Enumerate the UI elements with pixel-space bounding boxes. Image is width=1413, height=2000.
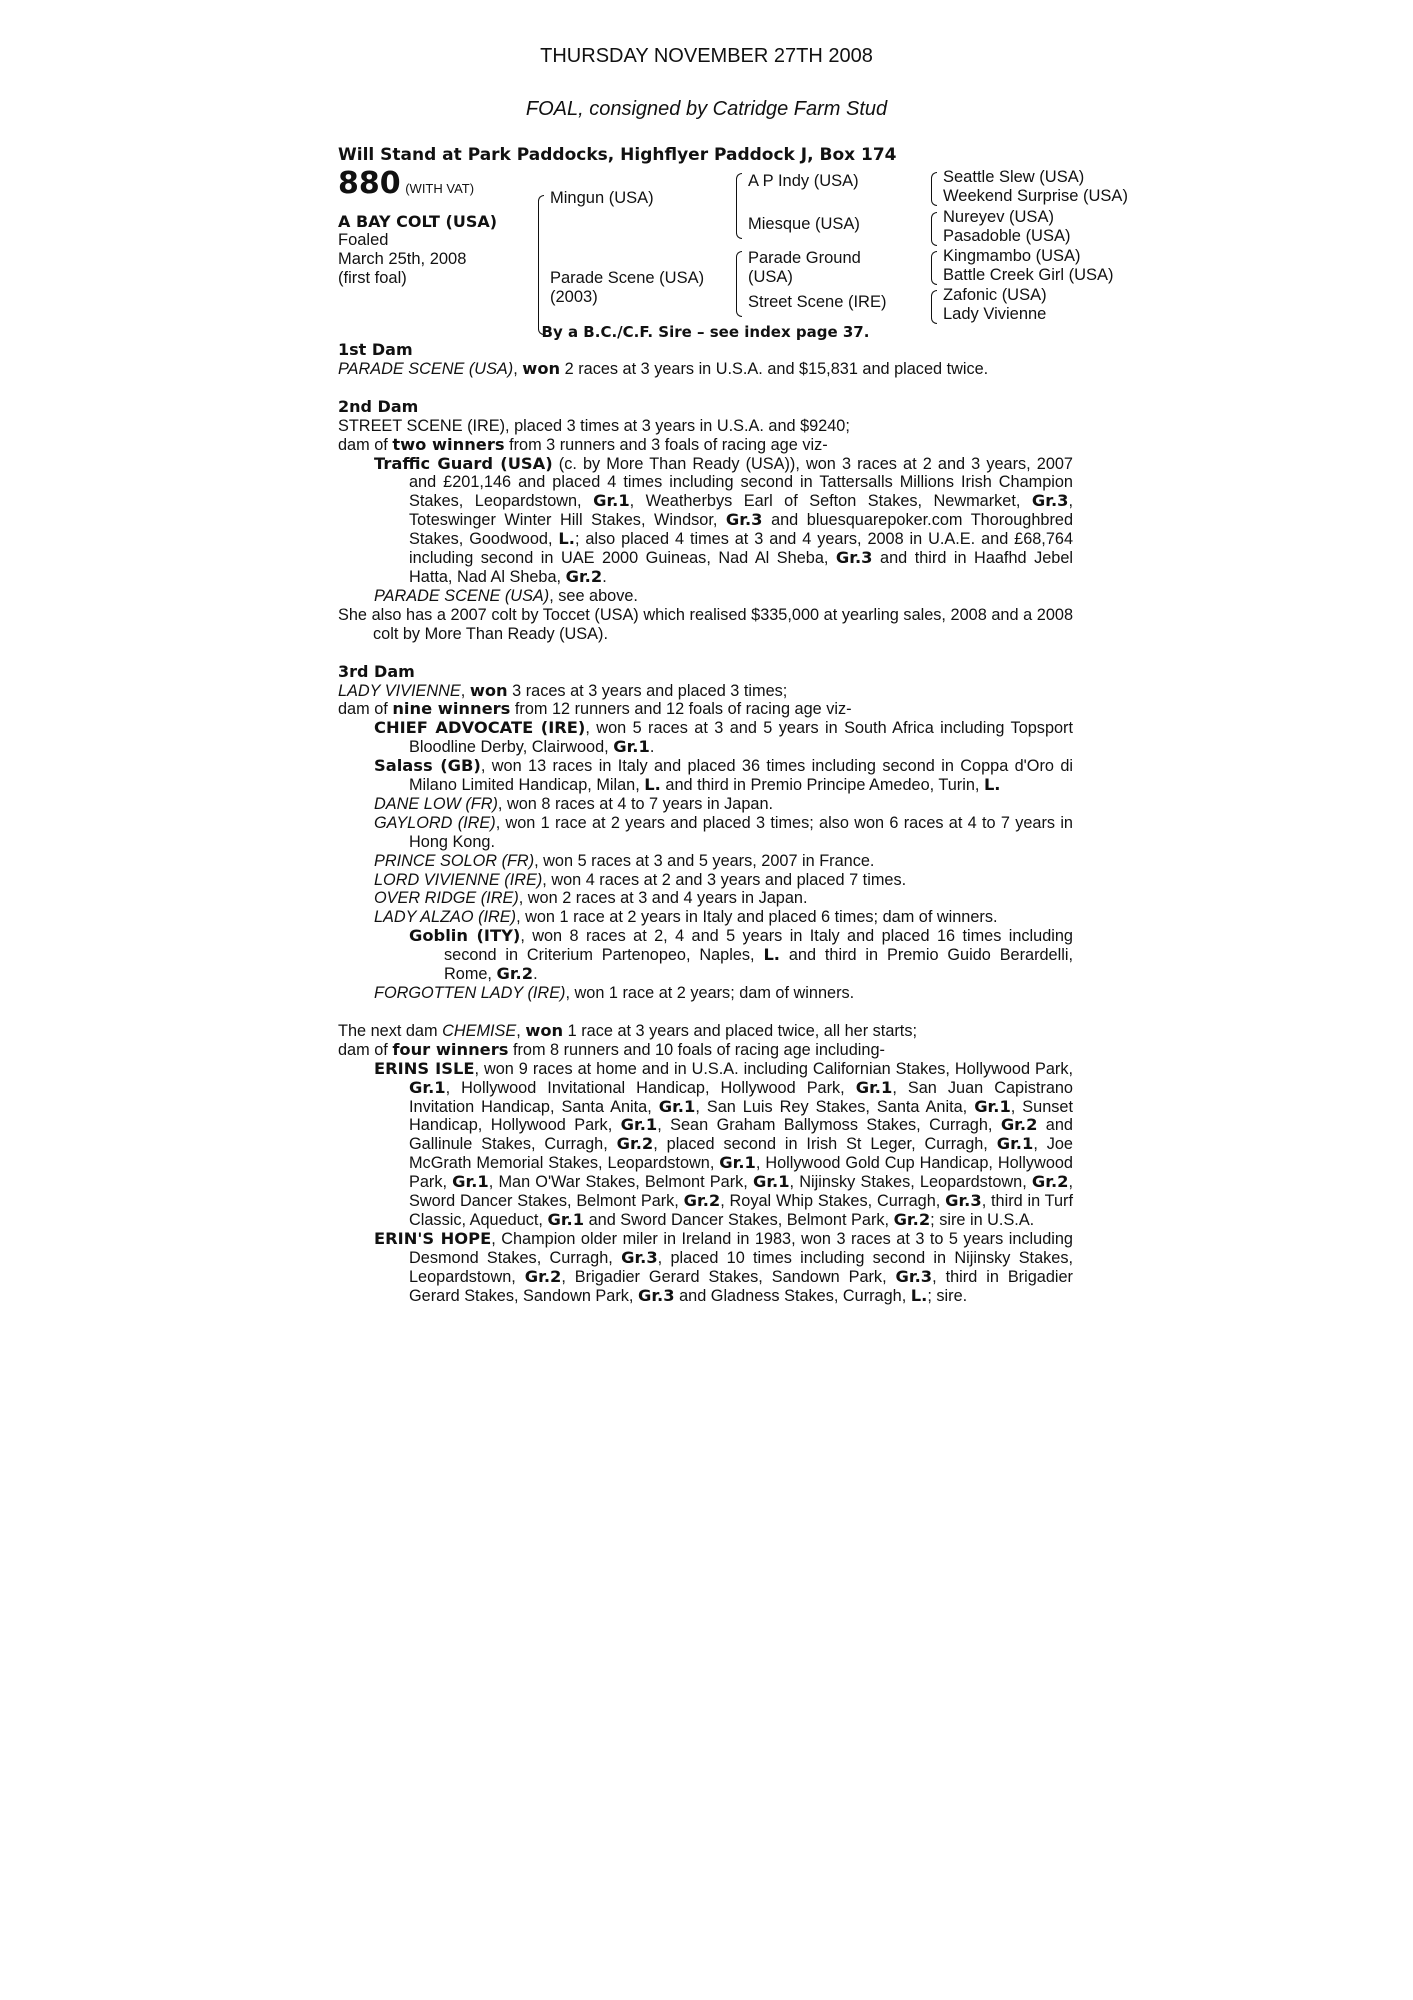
progeny-chief-advocate: CHIEF ADVOCATE (IRE), won 5 races at 3 and 5 years in South Africa including Topsport Bloodline Derby, Clairwood, Gr.1. — [374, 718, 1073, 757]
dam-sire-country: (USA) — [748, 268, 793, 286]
pedigree-brace — [931, 172, 937, 206]
progeny-prince-solor: PRINCE SOLOR (FR), won 5 races at 3 and 5 years, 2007 in France. — [374, 851, 875, 870]
progeny-traffic-guard: Traffic Guard (USA) (c. by More Than Ready (USA)), won 3 races at 2 and 3 years, 2007 and £201,146 and placed 4 times including second in Tattersalls Millions Irish Champion Stakes, Leopardstown, Gr.1, Weatherbys Earl of Sefton Stakes, Newmarket, Gr.3, Toteswinger Winter Hill Stakes, Windsor, Gr.3 and bluesquarepoker.com Thoroughbred Stakes, Goodwood, L.; also placed 4 times at 3 and 4 years, 2008 in U.A.E. and £68,764 including second in UAE 2000 Guineas, Nad Al Sheba, Gr.3 and third in Haafhd Jebel Hatta, Nad Al Sheba, Gr.2. — [374, 453, 1074, 586]
second-dam-produce-summary: dam of two winners from 3 runners and 3 foals of racing age viz- — [338, 434, 828, 454]
progeny-erins-isle: ERINS ISLE, won 9 races at home and in U.S.A. including Californian Stakes, Hollywood Park, Gr.1, Hollywood Invitational Handicap, Hollywood Park, Gr.1, San Juan Capistrano Invitation Handicap, Santa Anita, Gr.1, San Luis Rey Stakes, Santa Anita, Gr.1, Sunset Handicap, Hollywood Park, Gr.1, Sean Graham Ballymoss Stakes, Curragh, Gr.2 and Gallinule Stakes, Curragh, Gr.2, placed second in Irish St Leger, Curragh, Gr.1, Joe McGrath Memorial Stakes, Leopardstown, Gr.1, Hollywood Gold Cup Handicap, Hollywood Park, Gr.1, Man O'War Stakes, Belmont Park, Gr.1, Nijinsky Stakes, Leopardstown, Gr.2, Sword Dancer Stakes, Belmont Park, Gr.2, Royal Whip Stakes, Curragh, Gr.3, third in Turf Classic, Aqueduct, Gr.1 and Sword Dancer Stakes, Belmont Park, Gr.2; sire in U.S.A. — [374, 1058, 1074, 1229]
horse-name: CHIEF ADVOCATE (IRE) — [374, 718, 586, 738]
lot-title: A BAY COLT (USA) — [338, 212, 498, 231]
foaled-date: March 25th, 2008 — [338, 250, 467, 268]
dam-year: (2003) — [550, 288, 598, 306]
horse-name: CHEMISE — [442, 1021, 517, 1040]
progeny-lord-vivienne: LORD VIVIENNE (IRE), won 4 races at 2 and 3 years and placed 7 times. — [374, 870, 907, 889]
ancestor-name: Pasadoble (USA) — [943, 227, 1071, 245]
foaled-label: Foaled — [338, 231, 389, 249]
lot-entry — [338, 145, 1128, 1305]
horse-name: Goblin (ITY) — [409, 926, 521, 946]
horse-name: ERIN'S HOPE — [374, 1228, 492, 1248]
progeny-gaylord: GAYLORD (IRE), won 1 race at 2 years and placed 3 times; also won 6 races at 4 to 7 years in Hong Kong. — [374, 813, 1073, 851]
horse-name: GAYLORD (IRE) — [374, 813, 496, 832]
progeny-salass: Salass (GB), won 13 races in Italy and placed 36 times including second in Coppa d'Oro di Milano Limited Handicap, Milan, L. and third in Premio Principe Amedeo, Turin, L. — [374, 756, 1073, 795]
second-dam-heading: 2nd Dam — [338, 396, 419, 416]
sire-dam-name: Miesque (USA) — [748, 215, 860, 233]
horse-name: OVER RIDGE (IRE) — [374, 889, 519, 908]
third-dam-heading: 3rd Dam — [338, 661, 415, 681]
pedigree-brace — [736, 251, 742, 317]
ancestor-name: Lady Vivienne — [943, 305, 1047, 323]
sire-sire-name: A P Indy (USA) — [748, 172, 859, 190]
ancestor-name: Kingmambo (USA) — [943, 247, 1081, 265]
ancestor-name: Nureyev (USA) — [943, 208, 1054, 226]
sale-date: THURSDAY NOVEMBER 27TH 2008 — [540, 45, 873, 67]
horse-name: LORD VIVIENNE (IRE) — [374, 870, 543, 889]
pedigree-brace — [931, 251, 937, 285]
pedigree-brace — [931, 212, 937, 246]
horse-name: FORGOTTEN LADY (IRE) — [374, 984, 566, 1002]
lot-number-line — [338, 166, 475, 201]
first-dam-heading: 1st Dam — [338, 340, 413, 359]
horse-name: Salass (GB) — [374, 756, 481, 776]
next-dam-produce-summary: dam of four winners from 8 runners and 10 foals of racing age including- — [338, 1039, 885, 1059]
foal-note: (first foal) — [338, 269, 407, 287]
vat-label: (WITH VAT) — [405, 181, 475, 196]
next-dam-record: The next dam CHEMISE, won 1 race at 3 years and placed twice, all her starts; — [338, 1020, 917, 1040]
horse-name: LADY ALZAO (IRE) — [374, 908, 517, 927]
dam-name: Parade Scene (USA) — [550, 269, 705, 287]
second-dam-record: STREET SCENE (IRE), placed 3 times at 3 years in U.S.A. and $9240; — [338, 416, 850, 435]
progeny-dane-low: DANE LOW (FR), won 8 races at 4 to 7 years in Japan. — [374, 794, 774, 813]
also-produce-note: She also has a 2007 colt by Toccet (USA) which realised $335,000 at yearling sales, 2008 and a 2008 colt by More Than Ready (USA). — [338, 605, 1073, 643]
horse-name: PRINCE SOLOR (FR) — [374, 851, 535, 870]
pedigree-brace — [736, 173, 742, 239]
first-dam-record: PARADE SCENE (USA), won 2 races at 3 years in U.S.A. and $15,831 and placed twice. — [338, 358, 989, 378]
sire-name: Mingun (USA) — [550, 189, 654, 207]
third-dam-produce-summary: dam of nine winners from 12 runners and 12 foals of racing age viz- — [338, 699, 852, 719]
horse-name: LADY VIVIENNE — [338, 681, 461, 700]
progeny-erins-hope: ERIN'S HOPE, Champion older miler in Ireland in 1983, won 3 races at 3 to 5 years including Desmond Stakes, Curragh, Gr.3, placed 10 times including second in Nijinsky Stakes, Leopardstown, Gr.2, Brigadier Gerard Stakes, Sandown Park, Gr.3, third in Brigadier Gerard Stakes, Sandown Park, Gr.3 and Gladness Stakes, Curragh, L.; sire. — [374, 1228, 1073, 1305]
progeny-parade-scene: PARADE SCENE (USA), see above. — [374, 586, 638, 605]
progeny-lady-alzao: LADY ALZAO (IRE), won 1 race at 2 years in Italy and placed 6 times; dam of winners. — [374, 908, 998, 927]
dam-dam-name: Street Scene (IRE) — [748, 293, 887, 311]
third-dam-record: LADY VIVIENNE, won 3 races at 3 years and placed 3 times; — [338, 680, 788, 700]
horse-name: PARADE SCENE (USA) — [374, 586, 550, 605]
ancestor-name: Weekend Surprise (USA) — [943, 187, 1128, 205]
bcf-sire-note: By a B.C./C.F. Sire – see index page 37. — [541, 323, 870, 341]
horse-name: ERINS ISLE — [374, 1058, 475, 1078]
ancestor-name: Battle Creek Girl (USA) — [943, 266, 1114, 284]
horse-name: DANE LOW (FR) — [374, 794, 498, 813]
pedigree-brace — [931, 290, 937, 324]
dam-sire-name: Parade Ground — [748, 249, 861, 267]
progeny-goblin: Goblin (ITY), won 8 races at 2, 4 and 5 years in Italy and placed 16 times including second in Criterium Partenopeo, Naples, L. and third in Premio Guido Berardelli, Rome, Gr.2. — [409, 926, 1073, 984]
ancestor-name: Seattle Slew (USA) — [943, 168, 1085, 186]
horse-name: Traffic Guard (USA) — [374, 453, 553, 473]
ancestor-name: Zafonic (USA) — [943, 286, 1047, 304]
progeny-forgotten-lady: FORGOTTEN LADY (IRE), won 1 race at 2 years; dam of winners. — [374, 984, 855, 1002]
pedigree-table — [338, 166, 1128, 347]
progeny-over-ridge: OVER RIDGE (IRE), won 2 races at 3 and 4 years in Japan. — [374, 889, 808, 908]
consignment-line: FOAL, consigned by Catridge Farm Stud — [525, 98, 888, 120]
horse-name: PARADE SCENE (USA) — [338, 359, 514, 378]
catalogue-body — [338, 341, 1073, 1306]
pedigree-brace — [538, 195, 544, 335]
lot-number: 880 — [338, 166, 401, 201]
won-label: won — [522, 358, 561, 378]
stand-location: Will Stand at Park Paddocks, Highflyer Paddock J, Box 174 — [338, 145, 897, 165]
